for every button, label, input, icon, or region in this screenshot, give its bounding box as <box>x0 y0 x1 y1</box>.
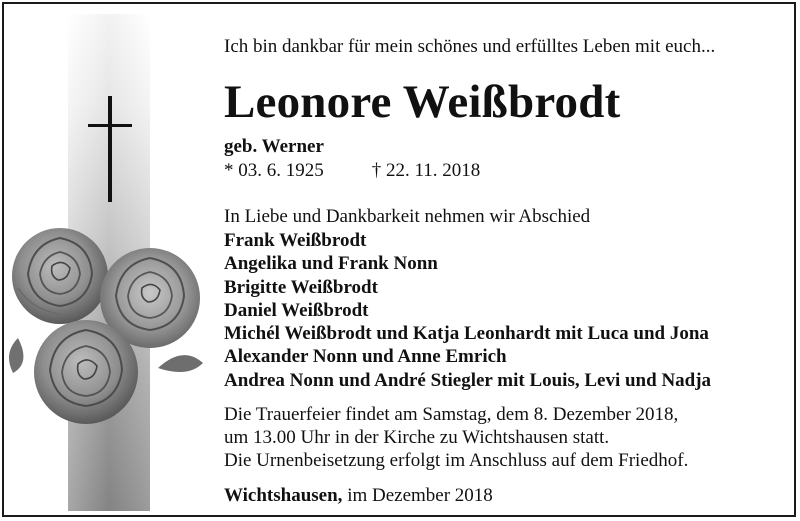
deceased-name: Leonore Weißbrodt <box>224 76 621 128</box>
birth-name: geb. Werner <box>224 136 324 157</box>
service-line: um 13.00 Uhr in der Kirche zu Wichtshausen statt. <box>224 427 610 449</box>
life-dates <box>224 158 784 184</box>
mourner: Frank Weißbrodt <box>224 230 367 251</box>
service-line: Die Urnenbeisetzung erfolgt im Anschluss auf dem Friedhof. <box>224 450 689 472</box>
mourner: Daniel Weißbrodt <box>224 299 369 321</box>
service-line: Die Trauerfeier findet am Samstag, dem 8. Dezember 2018, <box>224 404 679 426</box>
latin-cross-icon <box>88 96 134 204</box>
motto: Ich bin dankbar für mein schönes und erfülltes Leben mit euch... <box>224 36 716 57</box>
birth-date: * 03. 6. 1925 <box>224 160 324 181</box>
mourner: Brigitte Weißbrodt <box>224 276 378 298</box>
rose-icon <box>12 228 108 324</box>
mourner: Angelika und Frank Nonn <box>224 253 438 275</box>
roses-icon <box>8 218 208 428</box>
mourner: Alexander Nonn und Anne Emrich <box>224 346 507 368</box>
mourner: Andrea Nonn und André Stiegler mit Louis, Levi und Nadja <box>224 369 712 391</box>
obituary-notice <box>2 2 796 517</box>
death-date: † 22. 11. 2018 <box>371 160 481 181</box>
farewell-intro: In Liebe und Dankbarkeit nehmen wir Abschied <box>224 206 591 227</box>
rose-icon <box>34 320 138 424</box>
notice-text <box>224 34 784 508</box>
place: Wichtshausen, <box>224 485 343 507</box>
mourner: Michél Weißbrodt und Katja Leonhardt mit Luca und Jona <box>224 323 709 345</box>
service-info <box>224 403 784 472</box>
mourners-list <box>224 229 784 392</box>
place-and-date <box>224 484 784 508</box>
date-line: im Dezember 2018 <box>347 485 493 507</box>
